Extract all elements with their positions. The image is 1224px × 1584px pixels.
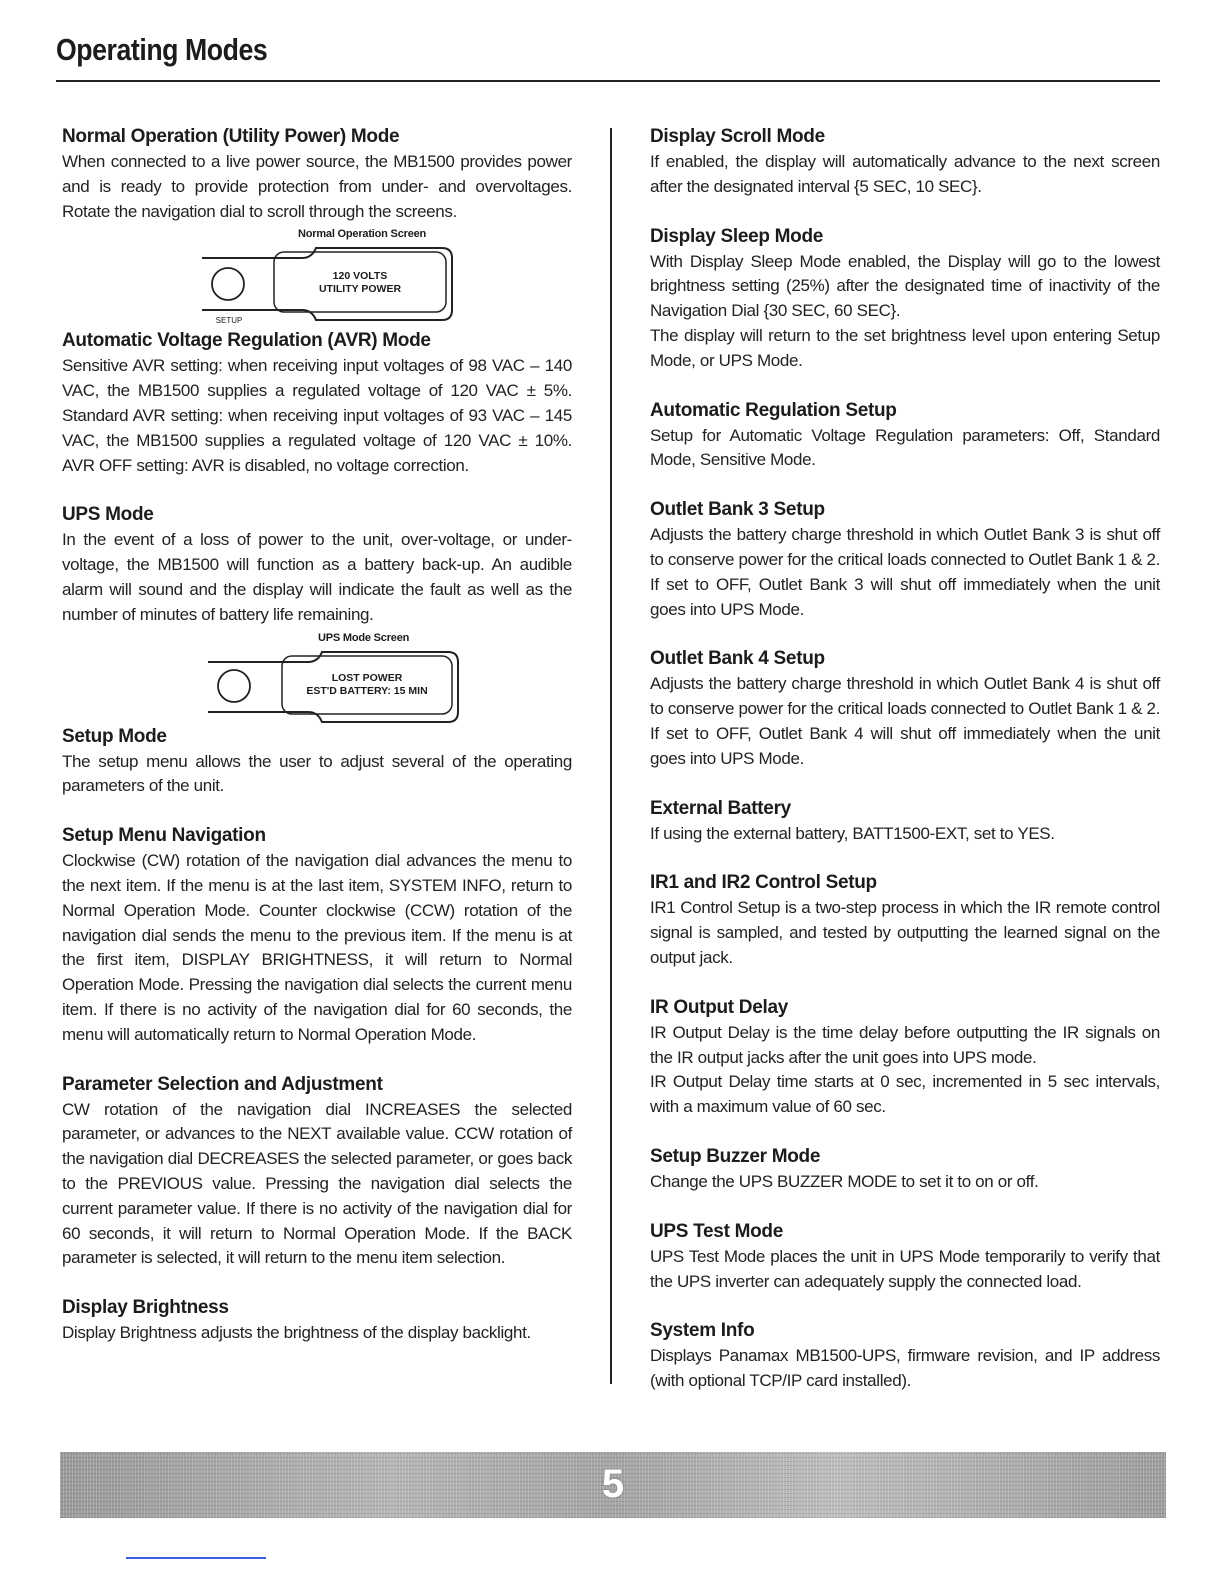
section-heading: Automatic Regulation Setup <box>650 399 897 421</box>
section-setup-menu-navigation <box>62 823 572 1047</box>
section-setup-mode <box>62 724 572 800</box>
section-heading: Display Scroll Mode <box>650 126 825 147</box>
section-body: In the event of a loss of power to the unit, over-voltage, or under-voltage, the MB1500 will function as a battery back-up. An audible alarm will sound and the display will indicate the fault as well as the number of minutes of battery life remaining. <box>62 530 572 624</box>
ups-mode-screen-figure <box>62 628 572 724</box>
screen-line-2: EST'D BATTERY: 15 MIN <box>306 684 428 697</box>
section-display-brightness <box>62 1295 572 1346</box>
section-body: With Display Sleep Mode enabled, the Display will go to the lowest brightness setting (25%) after the designated time of inactivity of the Navigation Dial {30 SEC, 60 SEC}. <box>650 251 1160 321</box>
figure-caption: UPS Mode Screen <box>318 631 410 644</box>
title-rule <box>56 80 1160 82</box>
section-heading: IR Output Delay <box>650 996 789 1018</box>
section-heading: Outlet Bank 3 Setup <box>650 499 825 521</box>
section-body: Clockwise (CW) rotation of the navigation dial advances the menu to the next item. If the menu is at the last item, SYSTEM INFO, return to Normal Operation Mode. Counter clockwise (CCW) rotation of the navigation dial sends the menu to the previous item. If the menu is at the first item, DISPLAY BRIGHTNESS, it will return to Normal Operation Mode. Pressing the navigation dial selects the current menu item. If there is no activity of the navigation dial for 60 seconds, the menu will automatically return to Normal Operation Mode. <box>62 851 572 1044</box>
section-heading: External Battery <box>650 797 791 819</box>
section-body: Setup for Automatic Voltage Regulation parameters: Off, Standard Mode, Sensitive Mode. <box>650 425 1160 470</box>
section-heading: Display Sleep Mode <box>650 225 824 247</box>
screen-line-1: 120 VOLTS <box>332 270 388 283</box>
section-heading: Setup Mode <box>62 725 167 747</box>
right-column <box>650 124 1160 1394</box>
section-body: Displays Panamax MB1500-UPS, firmware revision, and IP address (with optional TCP/IP card installed). <box>650 1346 1160 1391</box>
section-body: IR Output Delay time starts at 0 sec, incremented in 5 sec intervals, with a maximum value of 60 sec. <box>650 1072 1160 1117</box>
setup-dial-icon <box>218 670 250 702</box>
section-body: IR1 Control Setup is a two-step process in which the IR remote control signal is sampled, and tested by outputting the learned signal on the output jack. <box>650 898 1160 967</box>
section-ir-control <box>650 870 1160 970</box>
section-heading: Display Brightness <box>62 1297 229 1319</box>
section-body: The display will return to the set brightness level upon entering Setup Mode, or UPS Mode. <box>650 325 1160 370</box>
section-display-sleep <box>650 224 1160 374</box>
section-body: If using the external battery, BATT1500-EXT, set to YES. <box>650 823 1055 843</box>
section-automatic-regulation <box>650 398 1160 474</box>
section-setup-buzzer <box>650 1144 1160 1195</box>
section-body: Display Brightness adjusts the brightness of the display backlight. <box>62 1323 531 1343</box>
page-title: Operating Modes <box>56 32 268 67</box>
section-avr-mode <box>62 328 572 478</box>
section-body: CW rotation of the navigation dial INCREASES the selected parameter, or advances to the NEXT available value. CCW rotation of the navigation dial DECREASES the selected parameter, or goes back to the PREVIOUS value. Pressing the navigation dial selects the current parameter value. If there is no activity of the navigation dial for 60 seconds, it will return to Normal Operation Mode. If the BACK parameter is selected, it will return to the menu item selection. <box>62 1099 572 1268</box>
section-heading: Normal Operation (Utility Power) Mode <box>62 126 400 147</box>
section-body: Change the UPS BUZZER MODE to set it to on or off. <box>650 1171 1039 1191</box>
section-body: IR Output Delay is the time delay before outputting the IR signals on the IR output jacks after the unit goes into UPS mode. <box>650 1022 1160 1067</box>
section-heading: UPS Test Mode <box>650 1220 783 1242</box>
figure-caption: Normal Operation Screen <box>298 228 427 241</box>
left-column <box>62 124 572 1346</box>
section-heading: Setup Buzzer Mode <box>650 1145 821 1167</box>
section-body: Sensitive AVR setting: when receiving input voltages of 98 VAC – 140 VAC, the MB1500 supplies a regulated voltage of 120 VAC ± 5%. Standard AVR setting: when receiving input voltages of 93 VAC – 145 VAC, the MB1500 supplies a regulated voltage of 120 VAC ± 10%. AVR OFF setting: AVR is disabled, no voltage correction. <box>62 356 572 475</box>
screen-line-1: LOST POWER <box>331 671 403 684</box>
page-number: 5 <box>601 1462 625 1506</box>
section-heading: Parameter Selection and Adjustment <box>62 1073 383 1095</box>
section-system-info <box>650 1318 1160 1394</box>
section-heading: System Info <box>650 1320 755 1342</box>
column-divider <box>610 128 612 1384</box>
section-body: UPS Test Mode places the unit in UPS Mode temporarily to verify that the UPS inverter can adequately supply the connected load. <box>650 1246 1160 1291</box>
section-body: If enabled, the display will automatically advance to the next screen after the designated interval {5 SEC, 10 SEC}. <box>650 152 1160 196</box>
section-outlet-bank-4 <box>650 646 1160 771</box>
section-heading: Automatic Voltage Regulation (AVR) Mode <box>62 330 431 352</box>
section-body: The setup menu allows the user to adjust several of the operating parameters of the unit. <box>62 751 572 796</box>
section-outlet-bank-3 <box>650 497 1160 622</box>
section-body: Adjusts the battery charge threshold in which Outlet Bank 4 is shut off to conserve power for the critical loads connected to Outlet Bank 1 & 2. If set to OFF, Outlet Bank 4 will shut off immediately when the unit goes into UPS Mode. <box>650 674 1160 768</box>
section-heading: Setup Menu Navigation <box>62 825 266 847</box>
setup-dial-label: SETUP <box>215 316 243 326</box>
footer-band <box>60 1452 1166 1518</box>
section-parameter-selection <box>62 1072 572 1272</box>
section-display-scroll <box>650 124 1160 200</box>
decorative-line <box>126 1557 266 1559</box>
section-body: Adjusts the battery charge threshold in which Outlet Bank 3 is shut off to conserve power for the critical loads connected to Outlet Bank 1 & 2. If set to OFF, Outlet Bank 3 will shut off immediately when the unit goes into UPS Mode. <box>650 525 1160 619</box>
section-ir-output-delay <box>650 995 1160 1120</box>
section-heading: UPS Mode <box>62 504 154 526</box>
screen-line-2: UTILITY POWER <box>318 283 402 296</box>
section-external-battery <box>650 796 1160 847</box>
section-body: When connected to a live power source, the MB1500 provides power and is ready to provide protection from under- and overvoltages. Rotate the navigation dial to scroll through the screens. <box>62 152 572 221</box>
section-heading: IR1 and IR2 Control Setup <box>650 872 877 894</box>
section-normal-operation <box>62 124 572 224</box>
normal-operation-screen-figure <box>62 224 572 326</box>
setup-dial-icon <box>212 268 244 300</box>
section-ups-test <box>650 1219 1160 1295</box>
section-heading: Outlet Bank 4 Setup <box>650 648 825 670</box>
section-ups-mode <box>62 502 572 627</box>
